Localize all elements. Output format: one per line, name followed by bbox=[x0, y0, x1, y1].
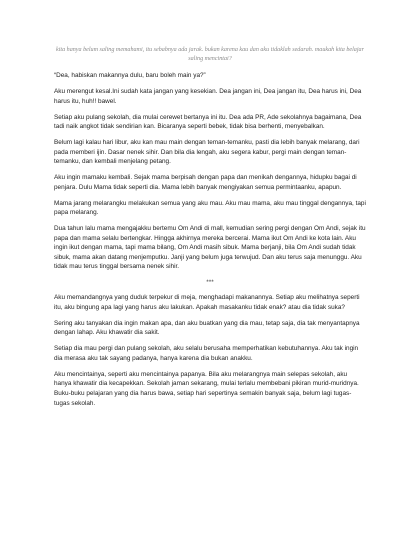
paragraph: Setiap dia mau pergi dan pulang sekolah, aku selalu berusaha memperhatikan kebutuhannya. Aku tak ingin dia merasa aku tak sayang padanya, hanya karena dia bukan anakku. bbox=[54, 345, 359, 362]
paragraph: Aku mencintainya, seperti aku mencintainya papanya. Bila aku melarangnya main selepas sekolah, aku hanya khawatir dia kecapekkan. Sekolah jaman sekarang, mulai terlalu membebani pikiran murid-muridnya. Buku-buku pelajaran yang dia harus bawa, setiap hari sepertinya semakin banyak saja, belum lagi tugas-tugas sekolah. bbox=[54, 370, 359, 407]
paragraph: “Dea, habiskan makannya dulu, baru boleh main ya?” bbox=[54, 72, 206, 80]
paragraph: Belum lagi kalau hari libur, aku kan mau main dengan teman-temanku, pasti dia lebih banyak melarang, dari pada memberi ijin. Dasar nenek sihir. Dan bila dia lengah, aku segera kabur, pergi main dengan teman-temanku, dan kembali menjelang petang. bbox=[54, 139, 360, 166]
paragraph: Sering aku tanyakan dia ingin makan apa, dan aku buatkan yang dia mau, tetap saja, dia tak menyantapnya dengan lahap. Aku khawatir dia sakit. bbox=[54, 319, 360, 337]
paragraph: Setiap aku pulang sekolah, dia mulai cerewet bertanya ini itu. Dea ada PR, Ade sekolahnya bagaimana, Dea tadi naik angkot tidak sendirian kan. Bicaranya seperti bebek, tidak bisa berhenti, menyebalkan. bbox=[54, 113, 362, 131]
section-separator: *** bbox=[206, 279, 214, 287]
epigraph: kita hanya belum saling memahami, itu sebabnya ada jarak. bukan karena kau dan aku tidaklah sedarah. maukah kita belajar saling mencintai? bbox=[56, 47, 364, 62]
paragraph: Mama jarang melarangku melakukan semua yang aku mau. Aku mau mama, aku mau tinggal dengannya, tapi papa melarang. bbox=[54, 199, 366, 217]
paragraph: Aku memandangnya yang duduk terpekur di meja, menghadapi makanannya. Setiap aku melihatnya seperti itu, aku bingung apa lagi yang harus aku lakukan. Apakah masakanku tidak enak? atau dia tidak suka? bbox=[54, 294, 360, 311]
paragraph: Aku ingin mamaku kembali. Sejak mama berpisah dengan papa dan menikah dengannya, hidupku bagai di penjara. Dulu Mama tidak seperti dia. Mama lebih banyak mengiyakan semua permintaanku, apapun. bbox=[54, 174, 357, 191]
paragraph: Dua tahun lalu mama mengajakku bertemu Om Andi di mall, kemudian sering pergi dengan Om Andi, sejak itu papa dan mama selalu bertengkar. Hingga akhirnya mereka bercerai. Mama ikut Om Andi ke kota lain. Aku ingin ikut dengan mama, tapi mama bilang, Om Andi masih sibuk. Mama berjanji, bila Om Andi sudah tidak sibuk, mama akan datang menjemputku. Janji yang belum juga terwujud. Dan aku terus saja menunggu. Aku tidak mau terus tinggal bersama nenek sihir. bbox=[54, 225, 366, 271]
paragraph: Aku merengut kesal.Ini sudah kata jangan yang kesekian. Dea jangan ini, Dea jangan itu, Dea harus ini, Dea harus itu, huh!! bawel. bbox=[54, 88, 362, 105]
